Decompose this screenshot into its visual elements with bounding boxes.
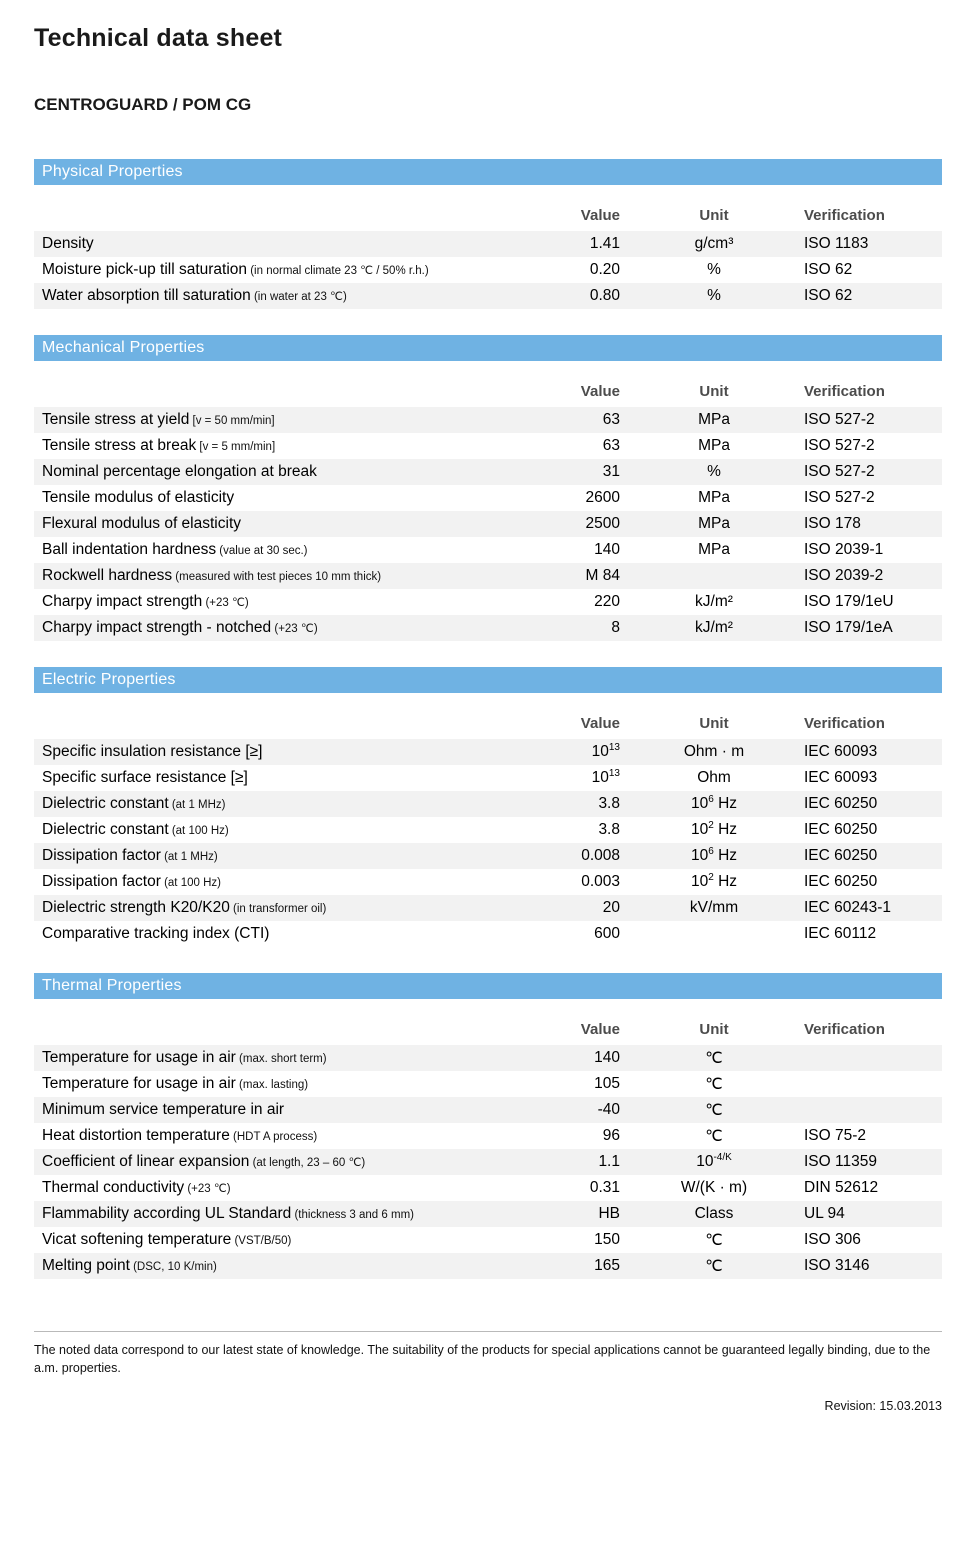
property-unit: MPa (698, 437, 730, 454)
property-verification: ISO 527-2 (794, 459, 942, 485)
table-row (34, 511, 942, 537)
sections-container (34, 115, 942, 1279)
column-header-verification: Verification (804, 383, 885, 400)
property-verification: ISO 2039-1 (804, 541, 884, 558)
column-header-verification: Verification (804, 207, 885, 224)
property-unit (634, 921, 794, 947)
property-qualifier: (HDT A process) (229, 1131, 318, 1143)
section-header (34, 159, 942, 185)
property-qualifier: (at length, 23 – 60 ℃) (249, 1157, 366, 1169)
property-unit-exponent: -4/K (713, 1151, 732, 1163)
property-unit: kJ/m² (695, 593, 733, 610)
column-header-unit: Unit (699, 207, 729, 224)
table-row (34, 615, 942, 641)
property-name-text: Comparative tracking index (CTI) (42, 925, 270, 942)
property-verification: IEC 60243-1 (794, 895, 942, 921)
property-name (34, 895, 524, 921)
table-row (34, 765, 942, 791)
property-value: 165 (524, 1253, 634, 1279)
property-name-text: Flammability according UL Standard (42, 1205, 292, 1222)
band-verification (794, 667, 942, 693)
column-header-row (34, 185, 942, 231)
property-unit-tail: Hz (713, 873, 738, 890)
property-name-text: Temperature for usage in air (42, 1049, 236, 1066)
property-name-text: Charpy impact strength - notched (42, 619, 272, 636)
property-name (34, 1097, 524, 1123)
property-name-text: Dielectric constant (42, 795, 169, 812)
properties-table (34, 335, 942, 641)
property-verification: IEC 60250 (804, 821, 878, 838)
property-verification: ISO 179/1eA (794, 615, 942, 641)
section-title: Physical Properties (34, 159, 524, 185)
property-value: 105 (594, 1075, 620, 1092)
property-name-text: Melting point (42, 1257, 130, 1274)
section-title: Mechanical Properties (34, 335, 524, 361)
property-unit-tail: Hz (713, 821, 738, 838)
property-qualifier: (thickness 3 and 6 mm) (291, 1209, 414, 1221)
property-name-text: Dissipation factor (42, 847, 161, 864)
property-name (34, 231, 524, 257)
table-row (34, 231, 942, 257)
section-title: Electric Properties (34, 667, 524, 693)
property-value: 20 (524, 895, 634, 921)
property-unit-exponent: 6 (708, 845, 714, 857)
property-value: 2600 (585, 489, 620, 506)
property-name (34, 1227, 524, 1253)
property-qualifier: (max. lasting) (235, 1079, 309, 1091)
property-qualifier: (at 100 Hz) (168, 825, 229, 837)
table-row (34, 921, 942, 947)
property-qualifier: (DSC, 10 K/min) (129, 1261, 217, 1273)
property-value-exponent: 13 (608, 741, 620, 753)
property-value: 600 (594, 925, 620, 942)
property-name-text: Specific surface resistance [≥] (42, 769, 248, 786)
property-value: 63 (524, 407, 634, 433)
property-name (34, 1071, 524, 1097)
table-row (34, 1045, 942, 1071)
property-unit: ℃ (634, 1097, 794, 1123)
product-name: CENTROGUARD / POM CG (34, 95, 252, 114)
table-row (34, 283, 942, 309)
property-unit: ℃ (705, 1075, 723, 1093)
property-verification (794, 1071, 942, 1097)
property-verification: IEC 60093 (804, 769, 878, 786)
property-name-text: Charpy impact strength (42, 593, 203, 610)
property-name (34, 869, 524, 895)
property-verification: ISO 3146 (794, 1253, 942, 1279)
band-unit (634, 667, 794, 693)
property-name (34, 537, 524, 563)
property-value: 0.008 (524, 843, 634, 869)
column-header-blank (34, 999, 524, 1045)
property-verification: IEC 60093 (794, 739, 942, 765)
property-verification: ISO 527-2 (804, 437, 875, 454)
property-name (34, 921, 524, 947)
column-header-row (34, 693, 942, 739)
column-header-unit: Unit (699, 383, 729, 400)
property-unit: ℃ (634, 1045, 794, 1071)
property-name-text: Temperature for usage in air (42, 1075, 236, 1092)
column-header-blank (34, 693, 524, 739)
property-value: 140 (594, 541, 620, 558)
property-unit-exponent: 2 (708, 819, 714, 831)
table-row (34, 843, 942, 869)
properties-table (34, 159, 942, 309)
band-value (524, 335, 634, 361)
property-qualifier: (at 1 MHz) (160, 851, 218, 863)
property-verification: ISO 11359 (794, 1149, 942, 1175)
column-header-value: Value (580, 715, 620, 732)
properties-table (34, 973, 942, 1279)
property-unit-tail: Hz (713, 847, 738, 864)
table-row (34, 1149, 942, 1175)
table-row (34, 1097, 942, 1123)
property-name (34, 1149, 524, 1175)
property-name (34, 589, 524, 615)
property-name (34, 1253, 524, 1279)
band-unit (634, 973, 794, 999)
property-name-text: Moisture pick-up till saturation (42, 261, 248, 278)
table-row (34, 895, 942, 921)
property-name (34, 563, 524, 589)
property-qualifier: (in transformer oil) (229, 903, 327, 915)
property-qualifier: (at 1 MHz) (168, 799, 226, 811)
column-header-value: Value (580, 383, 620, 400)
property-name-text: Density (42, 235, 94, 252)
section-title: Thermal Properties (34, 973, 524, 999)
property-name-text: Thermal conductivity (42, 1179, 185, 1196)
column-header-verification: Verification (804, 715, 885, 732)
property-name (34, 817, 524, 843)
section-header (34, 335, 942, 361)
property-value: 63 (602, 437, 620, 454)
property-unit: ℃ (705, 1127, 723, 1145)
property-value: 150 (594, 1231, 620, 1248)
property-verification: ISO 2039-2 (794, 563, 942, 589)
property-unit: MPa (634, 511, 794, 537)
property-name-text: Minimum service temperature in air (42, 1101, 285, 1118)
property-verification: ISO 1183 (794, 231, 942, 257)
column-header-value: Value (580, 207, 620, 224)
property-unit: Ohm (697, 769, 731, 786)
property-name-text: Water absorption till saturation (42, 287, 251, 304)
column-header-blank (34, 361, 524, 407)
properties-table (34, 667, 942, 947)
property-value: 8 (524, 615, 634, 641)
property-unit-tail: Hz (713, 795, 738, 812)
property-name-text: Tensile modulus of elasticity (42, 489, 235, 506)
property-qualifier: [v = 50 mm/min] (189, 415, 275, 427)
table-row (34, 1201, 942, 1227)
property-unit: kJ/m² (634, 615, 794, 641)
property-qualifier: (measured with test pieces 10 mm thick) (172, 571, 382, 583)
property-qualifier: (max. short term) (235, 1053, 327, 1065)
property-value: 0.003 (581, 873, 620, 890)
property-verification: IEC 60250 (804, 873, 878, 890)
table-row (34, 407, 942, 433)
property-name-text: Flexural modulus of elasticity (42, 515, 241, 532)
property-name-text: Specific insulation resistance [≥] (42, 743, 263, 760)
property-qualifier: (+23 ℃) (271, 623, 318, 635)
column-header-unit: Unit (699, 715, 729, 732)
band-verification (794, 335, 942, 361)
property-unit: MPa (634, 407, 794, 433)
property-name (34, 739, 524, 765)
table-row (34, 459, 942, 485)
property-value: 1.41 (524, 231, 634, 257)
section-header (34, 667, 942, 693)
section-spacer (34, 641, 942, 667)
section-spacer (34, 309, 942, 335)
property-value: M 84 (524, 563, 634, 589)
property-unit: $10^6$ Hz (634, 791, 794, 817)
property-name (34, 1123, 524, 1149)
property-value: 3.8 (598, 821, 620, 838)
property-unit: W/(K · m) (680, 1179, 748, 1196)
table-row (34, 739, 942, 765)
property-name (34, 433, 524, 459)
property-name-text: Heat distortion temperature (42, 1127, 230, 1144)
property-value: 0.31 (589, 1179, 620, 1196)
band-unit (634, 159, 794, 185)
column-header-verification: Verification (804, 1021, 885, 1038)
table-row (34, 257, 942, 283)
property-unit: kV/mm (634, 895, 794, 921)
property-value: 3.8 (524, 791, 634, 817)
property-unit: $10^2$ Hz (690, 819, 738, 838)
property-qualifier: [v = 5 mm/min] (196, 441, 276, 453)
property-name (34, 765, 524, 791)
property-value: 140 (524, 1045, 634, 1071)
column-header-unit: Unit (699, 1021, 729, 1038)
property-value-exponent: 13 (608, 767, 620, 779)
property-value: 0.80 (524, 283, 634, 309)
property-qualifier: (+23 ℃) (202, 597, 249, 609)
property-qualifier: (in normal climate 23 ℃ / 50% r.h.) (247, 265, 429, 277)
property-unit: % (634, 283, 794, 309)
table-row (34, 433, 942, 459)
property-name-text: Nominal percentage elongation at break (42, 463, 317, 480)
property-unit: g/cm³ (634, 231, 794, 257)
property-unit (634, 563, 794, 589)
property-verification: ISO 527-2 (794, 407, 942, 433)
column-header-row (34, 361, 942, 407)
table-row (34, 1175, 942, 1201)
property-verification: IEC 60250 (794, 791, 942, 817)
property-unit: $10^6$ Hz (634, 843, 794, 869)
property-name (34, 1045, 524, 1071)
property-value: 1.1 (524, 1149, 634, 1175)
property-name-text: Ball indentation hardness (42, 541, 217, 558)
property-name-text: Tensile stress at break (42, 437, 197, 454)
property-name-text: Dielectric strength K20/K20 (42, 899, 230, 916)
table-row (34, 1253, 942, 1279)
table-row (34, 589, 942, 615)
column-header-row (34, 999, 942, 1045)
property-name (34, 511, 524, 537)
property-qualifier: (at 100 Hz) (160, 877, 221, 889)
property-verification: ISO 62 (794, 283, 942, 309)
property-name-text: Coefficient of linear expansion (42, 1153, 250, 1170)
property-verification: ISO 527-2 (804, 489, 875, 506)
property-name (34, 615, 524, 641)
property-unit: MPa (698, 541, 730, 558)
revision-text: Revision: 15.03.2013 (824, 1399, 942, 1414)
property-name (34, 257, 524, 283)
property-verification: ISO 179/1eU (804, 593, 894, 610)
property-unit: ℃ (705, 1231, 723, 1249)
property-name-text: Tensile stress at yield (42, 411, 190, 428)
property-name (34, 1201, 524, 1227)
band-verification (794, 973, 942, 999)
property-value: -40 (524, 1097, 634, 1123)
property-qualifier: (value at 30 sec.) (216, 545, 308, 557)
table-row (34, 1227, 942, 1253)
property-verification: ISO 306 (804, 1231, 861, 1248)
property-verification (794, 1097, 942, 1123)
property-name-text: Dielectric constant (42, 821, 169, 838)
property-unit: ℃ (634, 1253, 794, 1279)
property-unit: % (634, 459, 794, 485)
property-qualifier: (VST/B/50) (231, 1235, 292, 1247)
property-verification: IEC 60112 (804, 925, 877, 942)
footer-divider (34, 1331, 942, 1332)
property-name (34, 791, 524, 817)
property-name (34, 485, 524, 511)
table-row (34, 817, 942, 843)
table-row (34, 563, 942, 589)
property-name (34, 283, 524, 309)
property-name-text: Vicat softening temperature (42, 1231, 232, 1248)
band-unit (634, 335, 794, 361)
property-unit-exponent: 6 (708, 793, 714, 805)
section-spacer (34, 115, 942, 159)
property-value: 96 (602, 1127, 620, 1144)
property-value: HB (524, 1201, 634, 1227)
property-name (34, 1175, 524, 1201)
table-row (34, 537, 942, 563)
property-value: $10^{13}$ (591, 767, 620, 786)
property-name (34, 407, 524, 433)
section-header (34, 973, 942, 999)
property-verification (794, 1045, 942, 1071)
property-unit: MPa (698, 489, 730, 506)
table-row (34, 869, 942, 895)
property-value: 31 (524, 459, 634, 485)
table-row (34, 485, 942, 511)
property-unit: $10^{-4/K}$ (634, 1149, 794, 1175)
property-unit-exponent: 2 (708, 871, 714, 883)
property-qualifier: (in water at 23 ℃) (250, 291, 347, 303)
property-name (34, 843, 524, 869)
band-verification (794, 159, 942, 185)
table-row (34, 791, 942, 817)
property-verification: ISO 75-2 (804, 1127, 867, 1144)
property-value: $10^{13}$ (524, 739, 634, 765)
section-spacer (34, 947, 942, 973)
footer-note: The noted data correspond to our latest state of knowledge. The suitability of the products for special applications cannot be guaranteed legally binding, due to the a.m. properties. (34, 1343, 931, 1376)
property-unit: Class (634, 1201, 794, 1227)
property-unit: % (707, 261, 721, 278)
table-row (34, 1071, 942, 1097)
property-verification: ISO 62 (804, 261, 853, 278)
table-row (34, 1123, 942, 1149)
band-value (524, 973, 634, 999)
property-name-text: Dissipation factor (42, 873, 161, 890)
band-value (524, 159, 634, 185)
column-header-value: Value (580, 1021, 620, 1038)
property-value: 0.20 (589, 261, 620, 278)
property-value: 220 (594, 593, 620, 610)
property-name-text: Rockwell hardness (42, 567, 173, 584)
property-verification: IEC 60250 (794, 843, 942, 869)
property-value: 2500 (524, 511, 634, 537)
property-unit: $10^2$ Hz (690, 871, 738, 890)
column-header-blank (34, 185, 524, 231)
band-value (524, 667, 634, 693)
page-title: Technical data sheet (34, 24, 283, 52)
property-verification: ISO 178 (794, 511, 942, 537)
property-unit: Ohm · m (634, 739, 794, 765)
property-verification: UL 94 (794, 1201, 942, 1227)
property-verification: DIN 52612 (804, 1179, 879, 1196)
property-qualifier: (+23 ℃) (184, 1183, 231, 1195)
property-name (34, 459, 524, 485)
